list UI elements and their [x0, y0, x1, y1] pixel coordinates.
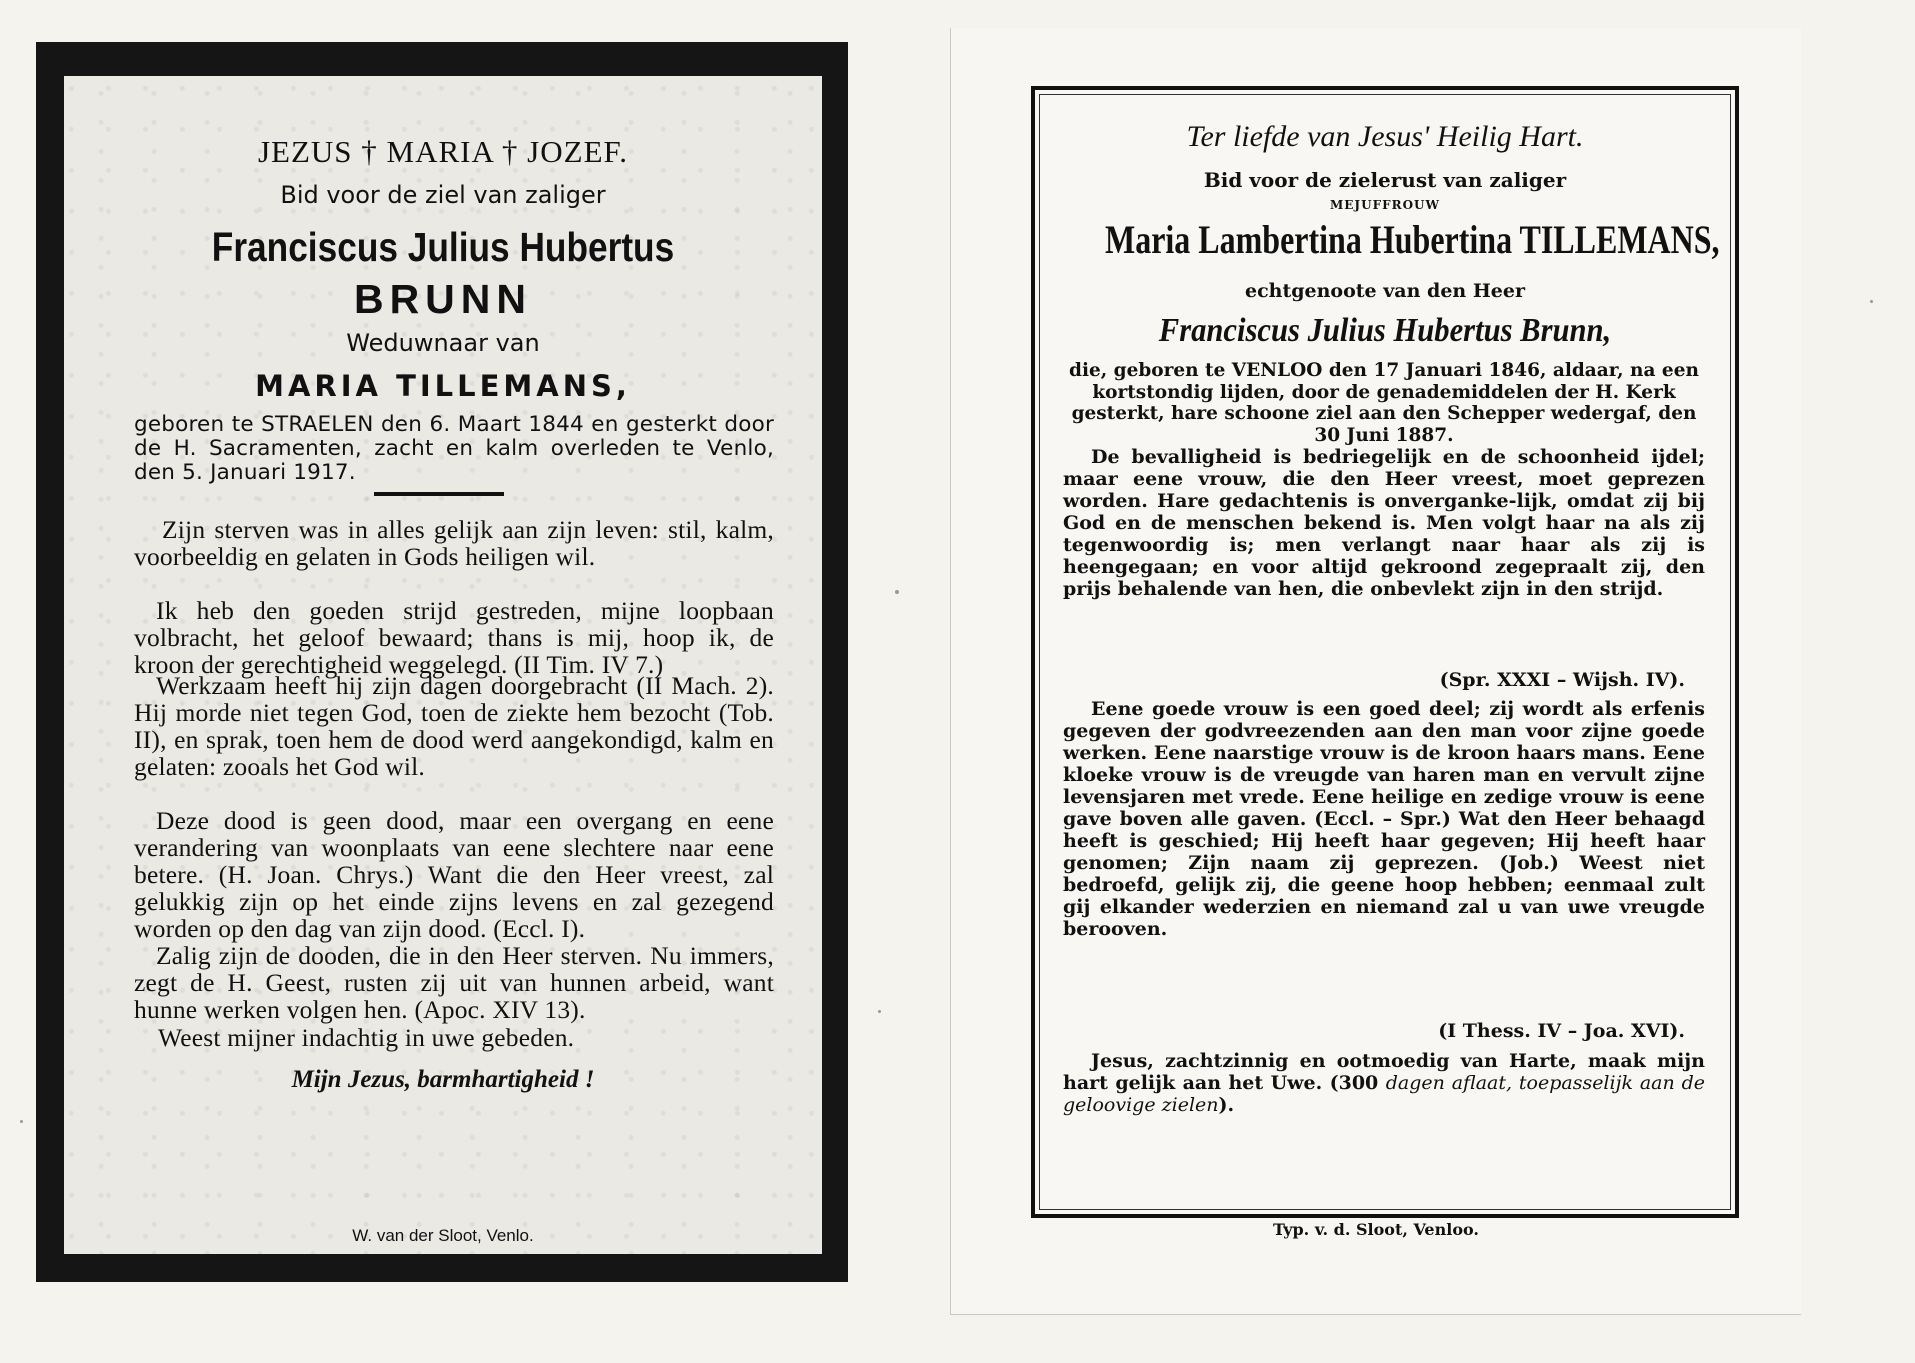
right-paragraph-3-italic: dagen aflaat, toepasselijk aan de geloovige zielen [1063, 1072, 1705, 1116]
scan-speck [878, 1010, 881, 1013]
left-header: JEZUS † MARIA † JOZEF. [257, 134, 629, 169]
right-card-frame [1031, 86, 1739, 1218]
left-paragraph: Weest mijner indachtig in uwe gebeden. [158, 1023, 575, 1052]
right-pray-line: Bid voor de zielerust van zaliger [1203, 168, 1567, 192]
left-name-line2: BRUNN [353, 276, 533, 322]
left-pray-line: Bid voor de ziel van zaliger [280, 181, 606, 209]
right-paragraph-3-end: ). [1218, 1094, 1235, 1116]
right-memorial-card [950, 28, 1801, 1315]
right-printer: Typ. v. d. Sloot, Venloo. [1273, 1220, 1479, 1239]
left-closing: Mijn Jezus, barmhartigheid ! [291, 1066, 595, 1093]
right-paragraph-3-text: Jesus, zachtzinnig en ootmoedig van Harte, maak mijn hart gelijk aan het Uwe. (300 [1063, 1050, 1705, 1094]
right-paragraph-3 [1063, 1050, 1705, 1116]
left-paragraph: Deze dood is geen dood, maar een overgang en eene verandering van woonplaats van eene slechtere naar eene betere. (H. Joan. Chrys.) Want die den Heer vreest, zal gelukkig zijn op het einde zijns levens en zal gezegend worden op den dag van zijn dood. (Eccl. I). [134, 806, 774, 943]
left-bio: geboren te STRAELEN den 6. Maart 1844 en gesterkt door de H. Sacramenten, zacht en kalm overleden te Venlo, den 5. Januari 1917. [134, 412, 774, 485]
right-header: Ter liefde van Jesus' Heilig Hart. [1186, 120, 1584, 153]
left-memorial-card [36, 42, 848, 1282]
right-paragraph-1: De bevalligheid is bedriegelijk en de schoonheid ijdel; maar eene vrouw, die den Heer vreest, moet geprezen worden. Hare gedachtenis is onverganke-lijk, omdat zij bij God en de menschen bekend is. Men volgt haar na als zij tegenwoordig is; men verlangt naar haar als zij is heengegaan; en voor altijd gekroond zegepraalt zij, den prijs behalende van hen, die onbevlekt zijn in den strijd. [1063, 446, 1705, 600]
left-card-paper [64, 76, 822, 1254]
left-divider [374, 492, 504, 496]
right-spouse-name: Franciscus Julius Hubertus Brunn, [1158, 312, 1612, 349]
left-paragraph: Ik heb den goeden strijd gestreden, mijne loopbaan volbracht, het geloof bewaard; thans is mij, hoop ik, de kroon der gerechtigheid weggelegd. (II Tim. IV 7.) [134, 596, 774, 679]
right-bio: die, geboren te VENLOO den 17 Januari 1846, aldaar, na een kortstondig lijden, door de genademiddelen der H. Kerk gesterkt, hare schoone ziel aan den Schepper wedergaf, den 30 Juni 1887. [1069, 360, 1699, 446]
right-title: MEJUFFROUW [1330, 198, 1440, 212]
right-reference-1: (Spr. XXXI – Wijsh. IV). [1439, 669, 1685, 691]
left-paragraph: Werkzaam heeft hij zijn dagen doorgebracht (II Mach. 2). Hij morde niet tegen God, toen de ziekte hem bezocht (Tob. II), en sprak, toen hem de dood werd aangekondigd, kalm en gelaten: zooals het God wil. [134, 671, 774, 781]
right-spouse-line: echtgenoote van den Heer [1245, 280, 1525, 302]
left-name-line1: Franciscus Julius Hubertus [211, 224, 675, 270]
left-spouse-name: MARIA TILLEMANS, [255, 369, 631, 403]
left-widower-line: Weduwnaar van [346, 329, 540, 357]
scan-speck [1870, 300, 1873, 303]
left-printer: W. van der Sloot, Venlo. [352, 1226, 534, 1245]
right-paragraph-2: Eene goede vrouw is een goed deel; zij wordt als erfenis gegeven der godvreezenden aan den man voor zijne goede werken. Eene naarstige vrouw is de kroon haars mans. Eene kloeke vrouw is de vreugde van haren man en vervult zijne levensjaren met vrede. Eene heilige en zedige vrouw is eene gave boven alle gaven. (Eccl. – Spr.) Wat den Heer behaagd heeft is geschied; Hij heeft haar gegeven; Hij heeft haar genomen; Zijn naam zij geprezen. (Job.) Weest niet bedroefd, gelijk zij, die geene hoop hebben; eenmaal zult gij elkander wederzien en niemand zal u van uwe vreugde berooven. [1063, 698, 1705, 940]
left-paragraph: Zijn sterven was in alles gelijk aan zijn leven: stil, kalm, voorbeeldig en gelaten in Gods heiligen wil. [134, 515, 774, 571]
right-reference-2: (I Thess. IV – Joa. XVI). [1438, 1020, 1685, 1042]
scan-speck [895, 590, 899, 594]
right-name: Maria Lambertina Hubertina TILLEMANS, [1105, 217, 1720, 262]
scan-speck [20, 1120, 23, 1123]
left-paragraph: Zalig zijn de dooden, die in den Heer sterven. Nu immers, zegt de H. Geest, rusten zij uit van hunnen arbeid, want hunne werken volgen hen. (Apoc. XIV 13). [134, 941, 774, 1024]
